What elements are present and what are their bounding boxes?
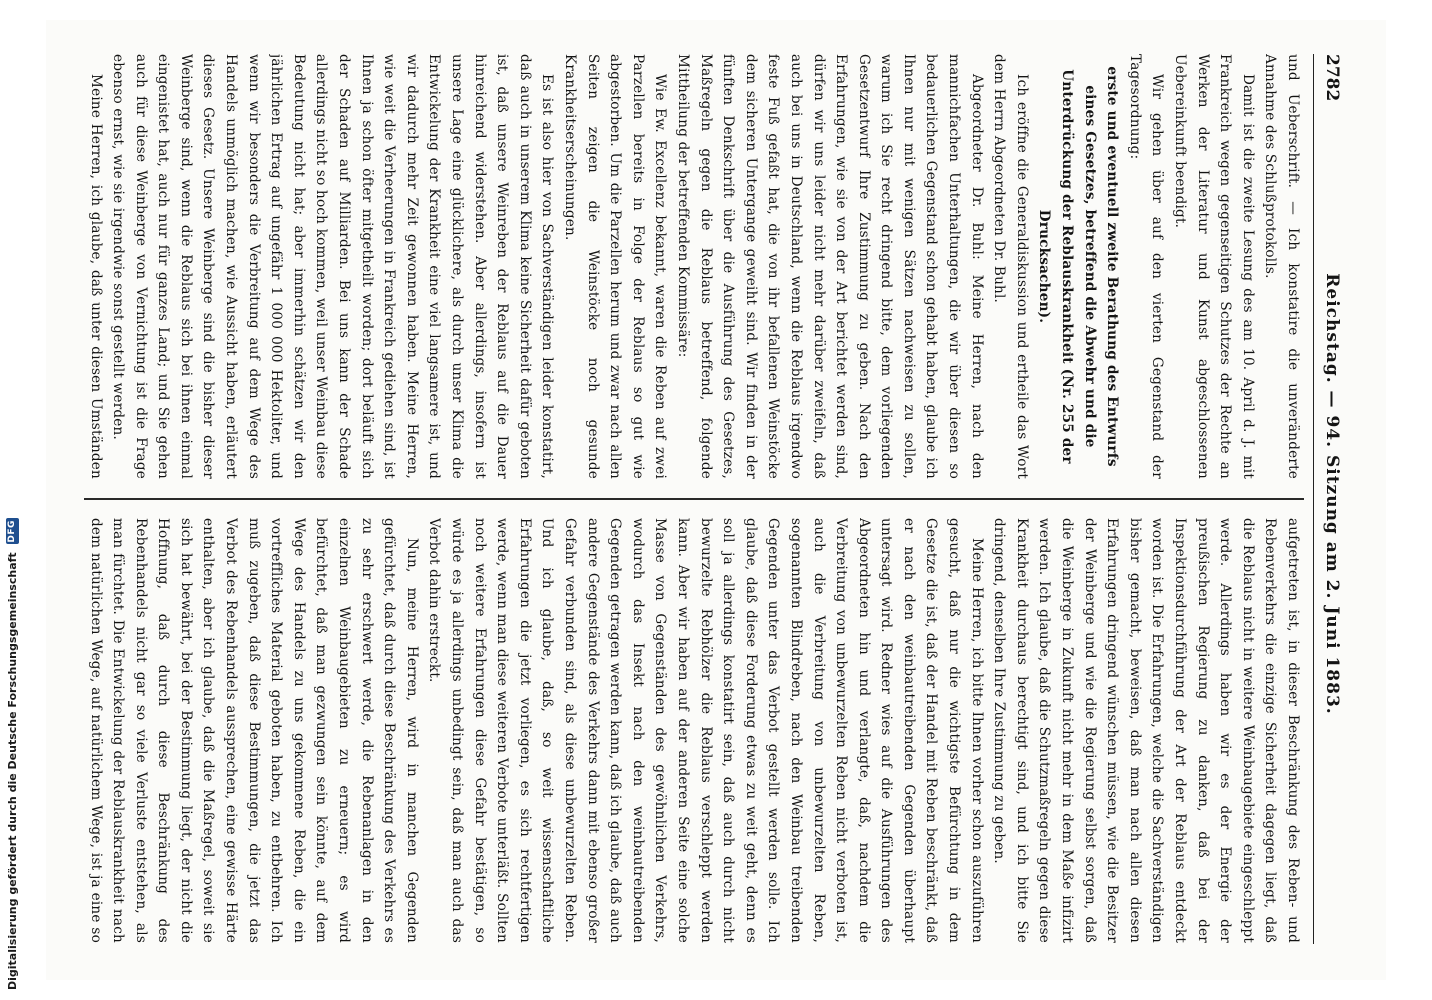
running-title: Reichstag. — 94. Sitzung am 2. Juni 1883. (1322, 273, 1342, 715)
paragraph: und Ueberschrift. — Ich konstatire die unveränderte Annahme des Schlußprotokolls. (1262, 54, 1301, 479)
text-column-left (84, 54, 1304, 479)
dfg-logo-icon: DFG (6, 520, 17, 543)
header-rule (1313, 54, 1314, 944)
digitization-note-text: Digitalisierung gefördert durch die Deutsche Forschungsgemeinschaft (5, 552, 19, 990)
paragraph: Meine Herren, ich glaube, daß unter diesen Umständen (87, 74, 104, 479)
page-header (1316, 54, 1346, 944)
scanned-page (46, 20, 1386, 980)
paragraph: Wir gehen über auf den vierten Gegenstand der Tagesordnung: (1126, 54, 1166, 479)
paragraph: Es ist also hier von Sachverständigen leider konstatirt, daß auch in unserem Klima keine Sicherheit dafür geboten ist, daß unsere Weinreben der Reblaus auf die Dauer hinreichend widerstehen. Aber allerdings, insofern ist unsere Lage eine glücklichere, als durch unser Klima die Entwickelung der Krankheit eine viel langsamere ist, und wir dadurch mehr Zeit gewonnen haben. Meine Herren, wie weit die Verheerungen in Frankreich gediehen sind, ist Ihnen ja schon öfter mitgetheilt worden; dort beläuft sich der Schaden auf Milliarden. Bei uns kann der Schade allerdings nicht so hoch kommen, weil unser Weinbau diese Bedeutung nicht hat; aber immerhin schätzen wir den jährlichen Ertrag auf ungefähr 1 000 000 Hektoliter, und wenn wir besonders die Verbreitung auf dem Wege des Handels unmöglich machen, wie Aussicht haben, erläutert dieses Gesetz. Unsere Weinberge sind die bisher dieser Weinberge sind, wenn die Reblaus sich bei ihnen einmal eingenistet hat, auch nur für ganzes Land; und Sie gehen auch für diese Weinberge von Vernichtung ist die Frage ebenso ernst, wie sie irgendwie sonst gestellt werden. (110, 54, 556, 479)
paragraph: aufgetreten ist, in dieser Beschränkung des Reben- und Rebenverkehrs die einzige Sicherheit dagegen liegt, daß die Reblaus nicht in weitere Weinbaugebiete eingeschleppt werde. Allerdings haben wir es der Energie der preußischen Regierung zu danken, daß bei der Inspektionsdurchführung der Art der Reblaus entdeckt worden ist. Die Erfahrungen, welche die Sachverständigen bisher gemacht, beweisen, daß man nach allen diesen Erfahrungen dringend wünschen müssen, wie die Besitzer der Weinberge und wie die Regierung selbst sorgen, daß die Weinberge in Zukunft nicht mehr in dem Maße infizirt werden. Ich glaube, daß die Schutzmaßregeln gegen diese Krankheit durchaus berechtigt sind, und ich bitte Sie dringend, denselben Ihre Zustimmung zu geben. (991, 518, 1301, 943)
paragraph: Damit ist die zweite Lesung des am 10. April d. J. mit Frankreich wegen gegenseitigen Schutzes der Rechte an Werken der Literatur und Kunst abgeschlossenen Uebereinkunft beendigt. (1172, 54, 1256, 479)
text-column-right (84, 518, 1304, 943)
paragraph: Ich eröffne die Generaldiskussion und ertheile das Wort dem Herrn Abgeordneten Dr. Buhl. (991, 54, 1030, 479)
agenda-item-heading: erste und eventuell zweite Berathung des Entwurfs eines Gesetzes, betreffend die Abwehr und die Unterdrückung der Reblauskrankheit (Nr. 255 der Drucksachen). (1036, 66, 1121, 467)
quoted-paragraph: Wie Ew. Excellenz bekannt, waren die Reben auf zwei Parzellen bereits in Folge der Reblaus so gut wie abgestorben. Um die Parzellen herum und zwar nach allen Seiten zeigen die Weinstöcke noch gesunde Krankheitserscheinungen. (562, 54, 669, 479)
speech-paragraph: Abgeordneter Dr. Buhl: Meine Herren, nach den mannichfachen Unterhaltungen, die wir über diesen so bedauerlichen Gegenstand schon gehabt haben, glaube ich Ihnen nur mit wenigen Sätzen nachweisen zu sollen, warum ich Sie recht dringend bitte, dem vorliegenden Gesetzentwurf Ihre Zustimmung zu geben. Nach den Erfahrungen, wie sie von der Art berichtet werden sind, dürfen wir uns leider nicht mehr darüber zweifeln, daß auch bei uns in Deutschland, wenn die Reblaus irgendwo feste Fuß gefaßt hat, die von ihr befallenen Weinstöcke dem sicheren Untergange geweiht sind. Wir finden in der fünften Denkschrift über die Ausführung des Gesetzes, Maßregeln gegen die Reblaus betreffend, folgende Mittheilung der betreffenden Kommissäre: (674, 54, 985, 479)
digitization-note (0, 0, 24, 1000)
paragraph: Meine Herren, ich bitte Ihnen vorher schon auszuführen gesucht, daß nur die wichtigste Befürchtung in dem Gesetze die ist, daß der Handel mit Reben beschränkt, daß er nach den weinbautreibenden Gegenden überhaupt untersagt wird. Redner wies auf die Ausführungen des Abgeordneten hin und verlangte, daß, nachdem die Verbreitung von unbewurzelten Reben nicht verboten ist, auch die Verbreitung von unbewurzelten Reben, sogenannten Blindreben, nach den Weinbau treibenden Gegenden unter das Verbot gestellt werden solle. Ich glaube, daß diese Forderung etwas zu weit geht, denn es soll ja allerdings konstatirt sein, daß auch durch nicht bewurzelte Rebhölzer die Reblaus verschleppt werden kann. Aber wir haben auf der anderen Seite eine solche Masse von Gegenständen des gewöhnlichen Verkehrs, wodurch das Insekt nach den weinbautreibenden Gegenden getragen werden kann, daß ich glaube, daß auch andere Gegenstände des Verkehrs dann mit ebenso großer Gefahr verbunden sind, als diese unbewurzelten Reben. Und ich glaube, daß, so weit wissenschaftliche Erfahrungen die jetzt vorliegen, es sich rechtfertigen werde, wenn man diese weiteren Verbote unterläßt. Sollten noch weitere Erfahrungen diese Gefahr bestätigen, so würde es ja allerdings unbedingt sein, daß man auch das Verbot dahin erstreckt. (426, 518, 985, 943)
paragraph: Nun, meine Herren, wird in manchen Gegenden gefürchtet, daß durch diese Beschränkung des Verkehrs es zu sehr erschwert werde, die Rebenanlagen in den einzelnen Weinbaugebieten zu erneuern; es wird befürchtet, daß man gezwungen sein könnte, auf dem Wege des Handels zu uns gekommene Reben, die ein vortreffliches Material geboten haben, zu entbehren. Ich muß zugeben, daß diese Bestimmungen, die jetzt das Verbot des Rebenhandels aussprechen, eine gewisse Härte enthalten, aber ich glaube, daß die Maßregel, soweit sie sich hat bewährt, bei der Bestimmung liegt, der nicht die Hoffnung, daß durch diese Beschränkung des Rebenhandels nicht gar so viele Verluste entstehen, als man fürchtet. Die Entwickelung der Reblauskrankheit nach dem natürlichen Wege, auf natürlichem Wege, ist ja eine so (87, 518, 420, 943)
column-divider (84, 498, 1304, 500)
page-number: 2782 (1322, 54, 1342, 102)
